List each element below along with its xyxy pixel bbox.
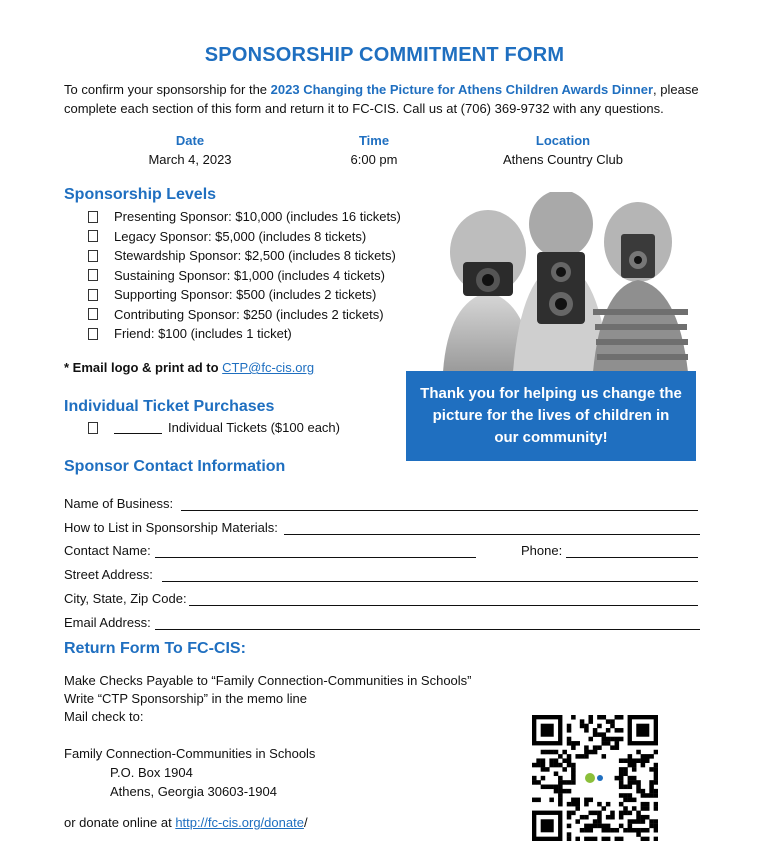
form-title: SPONSORSHIP COMMITMENT FORM	[204, 44, 565, 66]
donate-link[interactable]: http://fc-cis.org/donate	[175, 815, 304, 830]
contact-name-field[interactable]	[155, 557, 476, 558]
location-label: Location	[535, 133, 591, 148]
contact-name-label: Contact Name:	[64, 543, 151, 558]
checkbox[interactable]	[88, 289, 98, 301]
business-name-field[interactable]	[181, 510, 698, 511]
date-value: March 4, 2023	[148, 152, 232, 167]
email-address-label: Email Address:	[64, 615, 151, 630]
level-supporting[interactable]	[88, 285, 401, 305]
phone-label: Phone:	[521, 543, 563, 558]
checkbox[interactable]	[88, 269, 98, 281]
individual-tickets-row	[88, 420, 340, 435]
intro-text-before: To confirm your sponsorship for the	[64, 82, 271, 97]
level-label: Presenting Sponsor: $10,000 (includes 16 tickets)	[114, 209, 401, 225]
phone-field[interactable]	[566, 557, 698, 558]
level-label: Legacy Sponsor: $5,000 (includes 8 tickets)	[114, 228, 367, 244]
level-label: Sustaining Sponsor: $1,000 (includes 4 tickets)	[114, 267, 385, 283]
children-with-cameras-photo	[433, 192, 695, 372]
level-label: Stewardship Sponsor: $2,500 (includes 8 tickets)	[114, 248, 396, 264]
level-sustaining[interactable]	[88, 266, 401, 286]
street-address-field[interactable]	[162, 581, 698, 582]
street-address-label: Street Address:	[64, 567, 153, 582]
checkbox[interactable]	[88, 422, 98, 434]
mailing-city: Athens, Georgia 30603-1904	[110, 784, 277, 799]
checkbox[interactable]	[88, 308, 98, 320]
business-name-label: Name of Business:	[64, 496, 174, 511]
email-note-prefix: * Email logo & print ad to	[64, 360, 223, 375]
intro-paragraph	[64, 80, 724, 118]
level-friend[interactable]	[88, 324, 401, 344]
checkbox[interactable]	[88, 211, 98, 223]
mailing-org: Family Connection-Communities in Schools	[64, 746, 316, 761]
donate-suffix: /	[303, 815, 308, 830]
donate-line	[64, 814, 308, 832]
ticket-label: Individual Tickets ($100 each)	[168, 420, 340, 435]
event-location	[488, 133, 638, 167]
level-contributing[interactable]	[88, 305, 401, 325]
individual-tickets-heading: Individual Ticket Purchases	[64, 398, 275, 415]
checkbox[interactable]	[88, 250, 98, 262]
email-note	[64, 360, 314, 375]
time-value: 6:00 pm	[350, 152, 398, 167]
checkbox[interactable]	[88, 328, 98, 340]
level-legacy[interactable]	[88, 227, 401, 247]
sponsorship-levels-list	[88, 207, 401, 344]
qr-code-icon[interactable]	[532, 715, 658, 841]
location-value: Athens Country Club	[503, 152, 623, 167]
sponsor-contact-heading: Sponsor Contact Information	[64, 458, 286, 475]
sponsorship-levels-heading: Sponsorship Levels	[64, 186, 217, 203]
level-label: Friend: $100 (includes 1 ticket)	[114, 326, 292, 342]
level-stewardship[interactable]	[88, 246, 401, 266]
event-date	[130, 133, 250, 167]
email-address-field[interactable]	[155, 629, 700, 630]
thank-you-banner: Thank you for helping us change the picture for the lives of children in our community!	[406, 371, 696, 461]
event-name: 2023 Changing the Picture for Athens Children Awards Dinner	[270, 82, 654, 97]
checkbox[interactable]	[88, 230, 98, 242]
time-label: Time	[358, 133, 390, 148]
date-label: Date	[175, 133, 205, 148]
ticket-quantity-field[interactable]	[114, 421, 162, 434]
level-label: Contributing Sponsor: $250 (includes 2 tickets)	[114, 306, 384, 322]
city-state-zip-field[interactable]	[189, 605, 698, 606]
listing-label: How to List in Sponsorship Materials:	[64, 520, 278, 535]
email-link[interactable]: CTP@fc-cis.org	[222, 360, 315, 375]
mail-instruction: Mail check to:	[64, 709, 144, 724]
level-label: Supporting Sponsor: $500 (includes 2 tickets)	[114, 287, 377, 303]
donate-prefix: or donate online at	[64, 815, 176, 830]
return-form-heading: Return Form To FC-CIS:	[64, 640, 246, 657]
intro-text-after: , please complete each section of this form and return it to FC-CIS. Call us at (706) 369-9732 with any questions.	[64, 82, 699, 116]
city-state-zip-label: City, State, Zip Code:	[64, 591, 187, 606]
event-time	[314, 133, 434, 167]
mailing-po-box: P.O. Box 1904	[110, 765, 193, 780]
payable-instruction: Make Checks Payable to “Family Connection-Communities in Schools”	[64, 673, 472, 688]
memo-instruction: Write “CTP Sponsorship” in the memo line	[64, 691, 308, 706]
listing-field[interactable]	[284, 534, 700, 535]
level-presenting[interactable]	[88, 207, 401, 227]
